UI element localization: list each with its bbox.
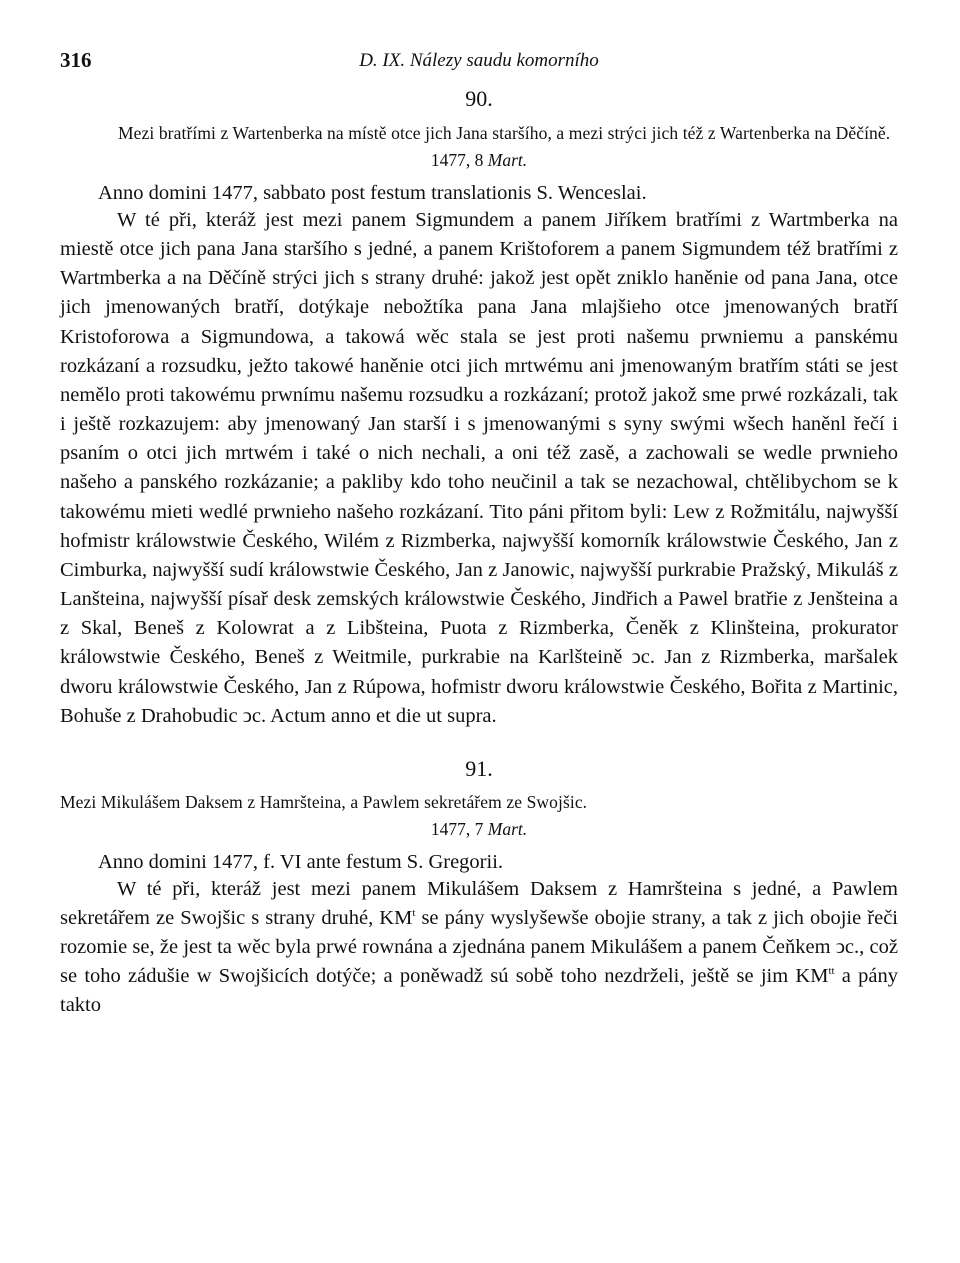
- page: [60, 40, 898, 1021]
- document-date: [60, 148, 898, 172]
- document-number: 90.: [465, 86, 493, 111]
- superscript-abbrev: tt: [828, 965, 835, 978]
- superscript-abbrev: t: [412, 907, 416, 920]
- running-title: D. IX. Nálezy saudu komorního: [359, 50, 599, 71]
- document-heading: Mezi Mikulášem Daksem z Hamršteina, a Pawlem sekretářem ze Swojšic.: [60, 791, 588, 812]
- document-opening: Anno domini 1477, sabbato post festum translationis S. Wenceslai.: [98, 182, 647, 204]
- body-text: a pány takto: [60, 965, 898, 1017]
- page-number: 316: [60, 48, 92, 72]
- document-body: W té při, kteráž jest mezi panem Sigmundem a panem Jiříkem bratřími z Wartmberka na miestě otce jich pana Jana staršího s jedné, a panem Krištoforem a panem Sigmundem též bratřími z Wartmberka a na Děčíně strýci jich s strany druhé: jakož jest opět zniklo haněnie od pana Jana, otce jich jmenowaných bratří, dotýkaje nebožtíka pana Jana mlajšieho otce jmenowaných bratří Kristoforowa a Sigmundowa, a takowá wěc stala se jest proti našemu prwniemu a panskému rozkázaní a rozsudku, ježto takowé haněnie otci jich mrtwému ani jmenowaným bratřím státi se jest nemělo proti takowému prwnímu našemu rozsudku a rozkázaní; protož jakož sme prwé rozkázali, tak i ještě rozkazujem: aby jmenowaný Jan starší i s jmenowanými s syny swými wšech haněnl řečí i psaním o otci jich mrtwém i také o nich nechali, a oni též zasě, a zachowali se wedle prwnieho našeho a panského rozkázanie; a pakliby kdo toho neučinil a tak se nezachowal, chtělibychom se k takowému mieti wedlé prwnieho našeho rozkázaní. Tito páni přitom byli: Lew z Rožmitálu, najwyšší hofmistr králowstwie Českého, Wilém z Rizmberka, najwyšší komorník králowstwie Českého, Jan z Cimburka, najwyšší sudí králowstwie Českého, Jan z Janowic, najwyšší purkrabie Pražský, Mikuláš z Lanšteina, najwyšší písař desk zemských králowstwie Českého, Jindřich a Pawel bratřie z Jenšteina a z Skal, Beneš z Kolowrat a z Libšteina, Puota z Rizmberka, Čeněk z Klinšteina, prokurator králowstwie Českého, Beneš z Weitmile, purkrabie na Karlšteině ↄc. Jan z Rizmberka, maršalek dworu králowstwie Českého, Jan z Rúpowa, hofmistr dworu králowstwie Českého, Bořita z Martinic, Bohuše z Drahobudic ↄc. Actum anno et die ut supra.: [60, 209, 898, 727]
- body-text: W té při, kteráž jest mezi panem Mikulášem Daksem z Hamršteina s jedné, a Pawlem sekretářem ze Swojšic s strany druhé, KM: [60, 877, 898, 929]
- date-month: Mart.: [487, 150, 528, 170]
- document-number: 91.: [465, 755, 493, 781]
- running-head: [60, 40, 898, 70]
- document-opening: Anno domini 1477, f. VI ante festum S. Gregorii.: [98, 850, 504, 873]
- document-heading: Mezi bratřími z Wartenberka na místě otce jich Jana staršího, a mezi strýci jich též z Wartenberka na Děčíně.: [118, 123, 891, 143]
- document-90: [60, 85, 898, 731]
- document-body: [60, 875, 898, 1021]
- date-month: Mart.: [487, 818, 528, 839]
- date-year: 1477, 7: [430, 818, 484, 839]
- date-year: 1477, 8: [430, 150, 484, 170]
- body-text: se pány wyslyšewše obojie strany, a tak z jich obojie řeči rozomie se, že jest ta wěc byla prwé rownána a zjednána panem Mikulášem a panem Čeňkem ↄc., což se toho zádušie w Swojšicích dotýče; a poněwadž sú sobě toho nezdrželi, ještě se jim KM: [60, 906, 899, 988]
- document-91: [60, 755, 898, 1021]
- document-date: [60, 817, 898, 841]
